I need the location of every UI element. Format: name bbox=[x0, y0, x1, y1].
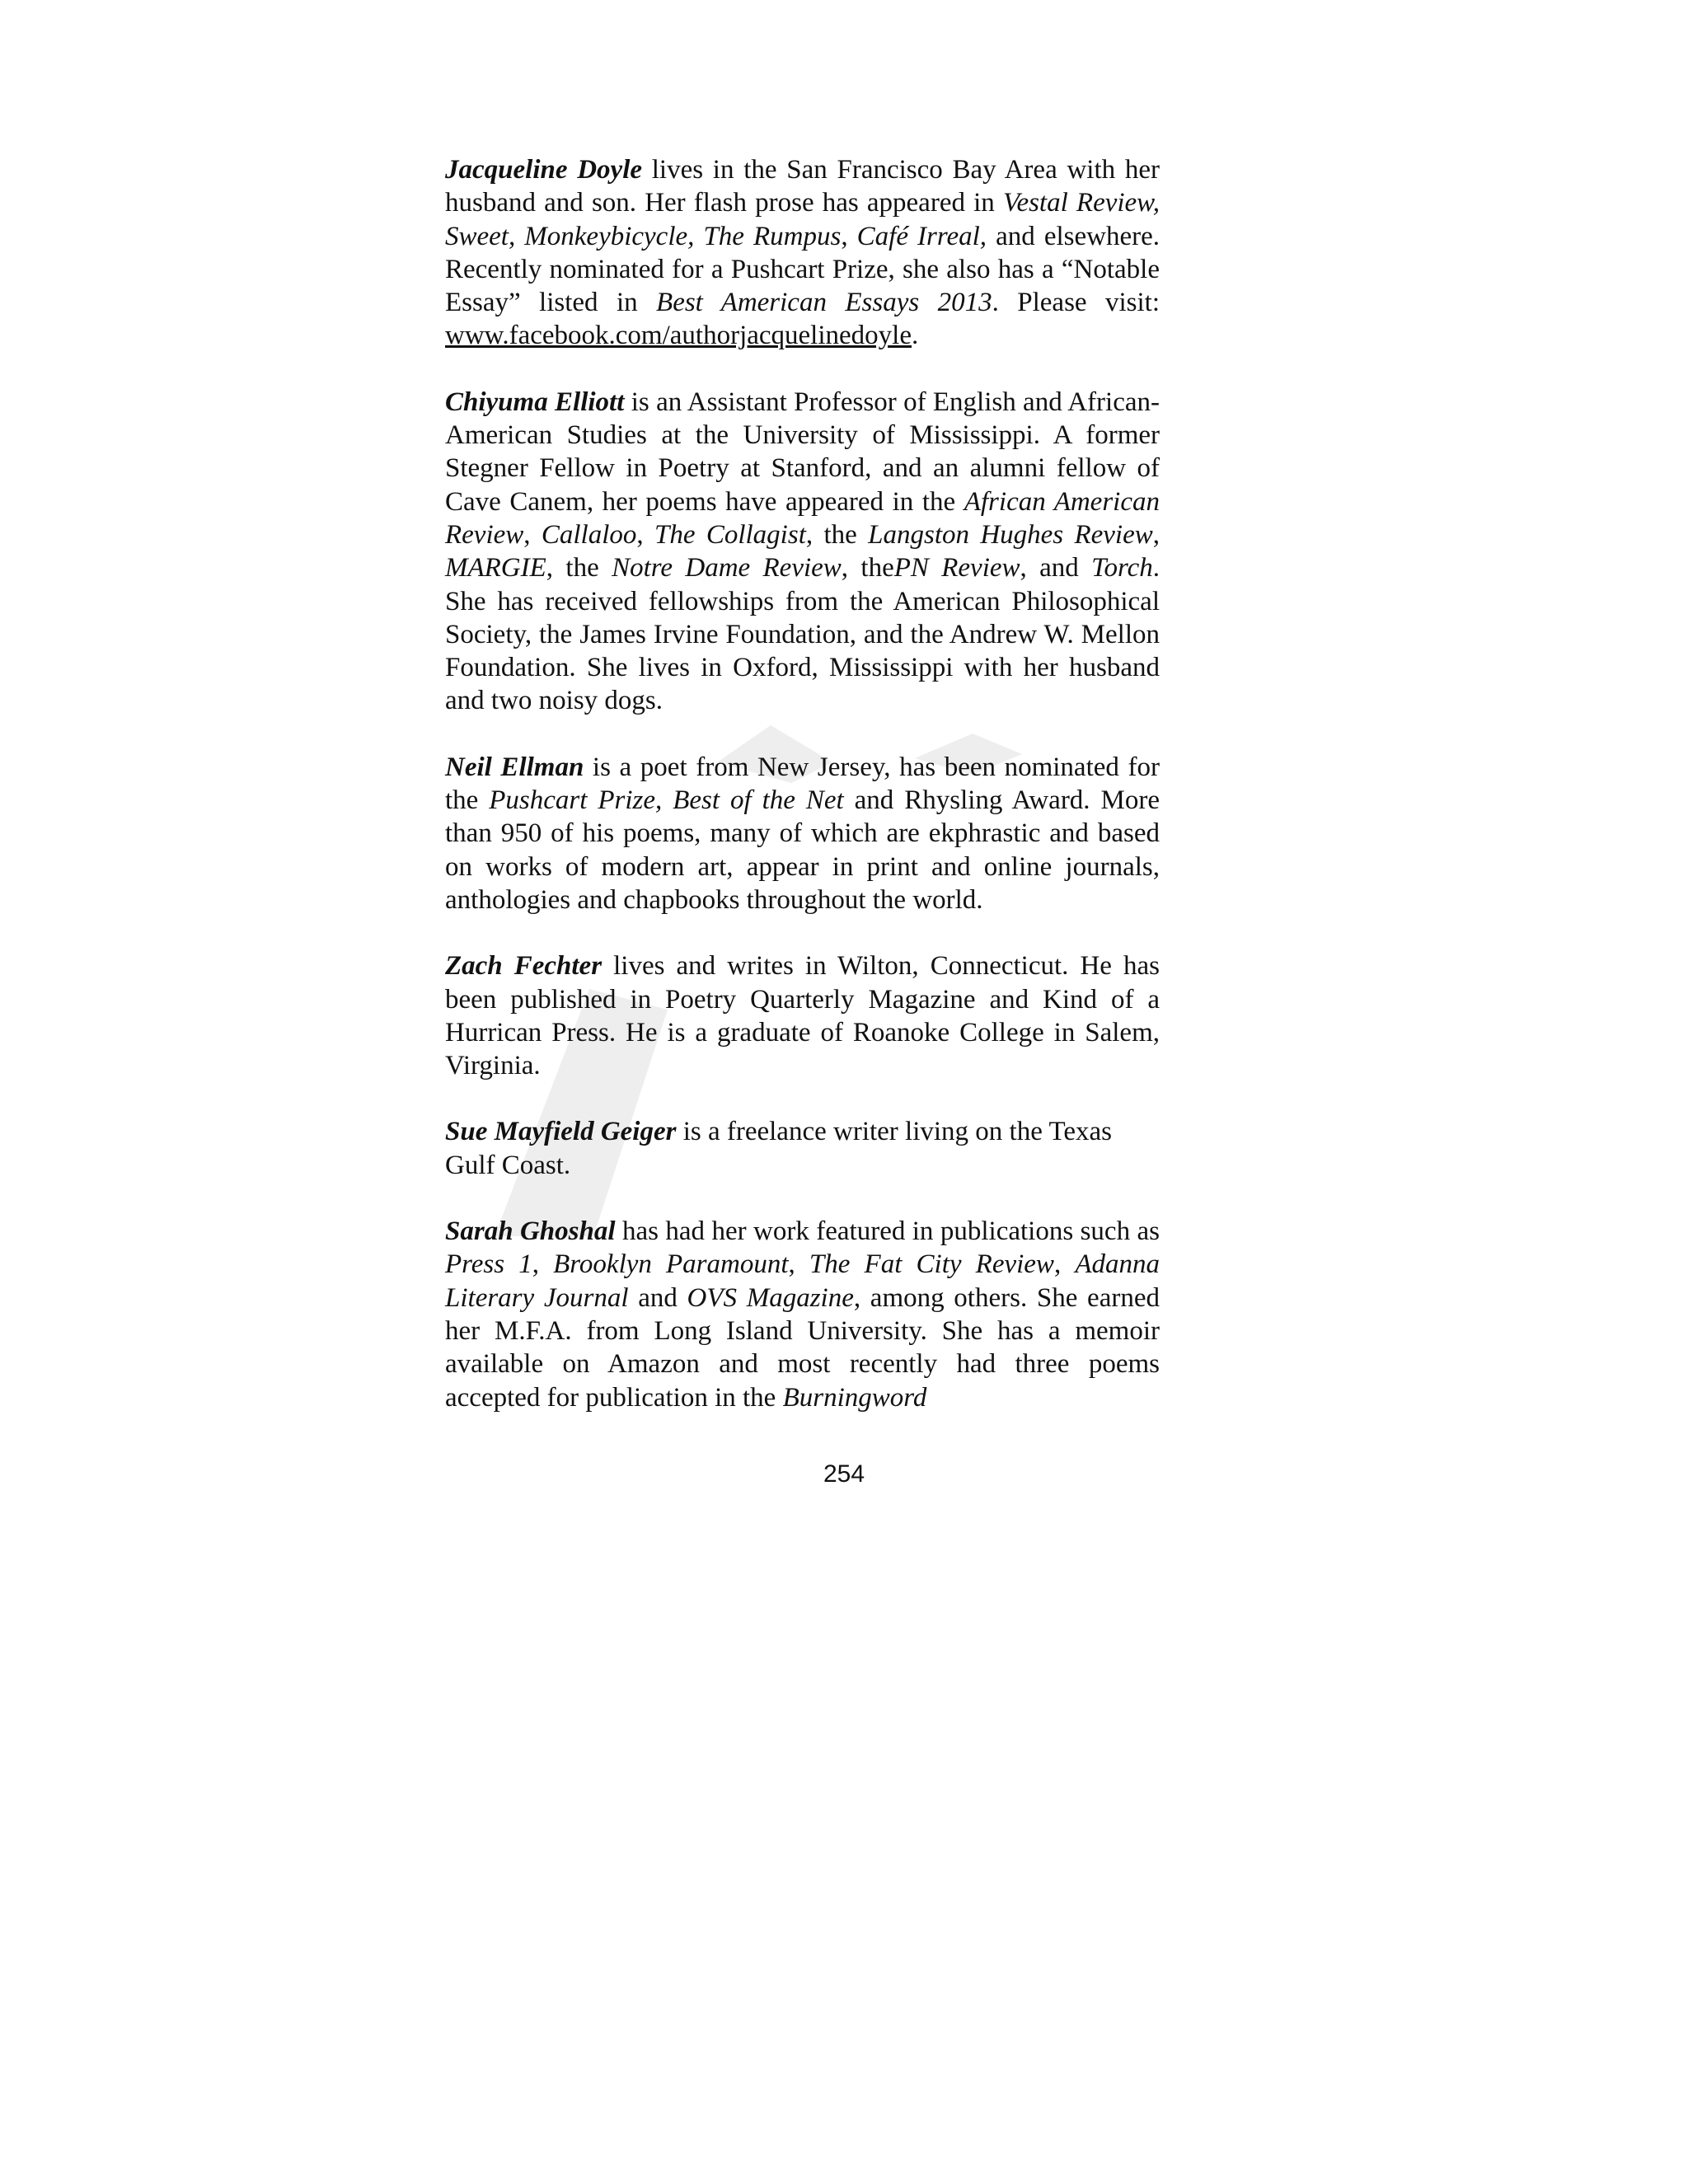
publication-title: Callaloo bbox=[541, 519, 637, 550]
bio-text: , bbox=[788, 1249, 809, 1280]
bio-text: . Please visit: bbox=[992, 288, 1160, 318]
publication-title: Torch bbox=[1091, 553, 1153, 583]
bio-text: , bbox=[1152, 519, 1160, 550]
bio-text: is an Assistant Professor of English and African-American Studies at the University of Mississippi. A former Stegner Fellow in Poetry at Stanford, and an alumni fellow of Cave Canem, her poems have appeared in the bbox=[445, 387, 1160, 517]
publication-title: MARGIE bbox=[445, 553, 546, 583]
bio-text: , bbox=[532, 1249, 554, 1280]
bio-text: , the bbox=[841, 553, 894, 583]
bio-text: , the bbox=[805, 519, 869, 550]
contributor-name: Neil Ellman bbox=[445, 752, 584, 782]
publication-title: Langston Hughes Review bbox=[868, 519, 1153, 550]
publication-title: The Fat City Review bbox=[809, 1249, 1054, 1280]
bio-text: , and bbox=[1020, 553, 1092, 583]
bio-text: . bbox=[911, 321, 919, 351]
bio-text: lives in the San Francisco Bay Area with her husband and son. Her flash prose has appeared in bbox=[445, 155, 1160, 218]
publication-title: Brooklyn Paramount bbox=[553, 1249, 789, 1280]
bio-text: has had her work featured in publications such as bbox=[615, 1216, 1160, 1247]
publication-title: Adanna Literary Journal bbox=[445, 1249, 1160, 1313]
bio-text: lives and writes in Wilton, Connecticut. He has been published in Poetry Quarterly Magazine and Kind of a Hurrican Press. He is a graduate of Roanoke College in Salem, Virginia. bbox=[445, 951, 1160, 1081]
bio-text: , bbox=[523, 519, 542, 550]
publication-title: Notre Dame Review bbox=[612, 553, 842, 583]
bio-text: , the bbox=[546, 553, 612, 583]
contributor-bio bbox=[445, 1115, 1154, 1182]
publication-title: Pushcart Prize, Best of the Net bbox=[489, 785, 844, 816]
contributor-bio bbox=[445, 153, 1160, 353]
publication-title: Press 1 bbox=[445, 1249, 532, 1280]
bio-text: , among others. She earned her M.F.A. from Long Island University. She has a memoir available on Amazon and most recently had three poems accepted for publication in the bbox=[445, 1282, 1160, 1413]
publication-title: OVS Magazine bbox=[687, 1282, 854, 1313]
bio-text: is a freelance writer living on the Texas Gulf Coast. bbox=[445, 1117, 1113, 1180]
contributor-bio bbox=[445, 1215, 1160, 1414]
bio-text: , bbox=[636, 519, 654, 550]
contributor-name: Sue Mayfield Geiger bbox=[445, 1117, 677, 1147]
bio-text: is a poet from New Jersey, has been nominated for the bbox=[445, 752, 1160, 816]
publication-title: The Collagist bbox=[654, 519, 806, 550]
publication-title: Best American Essays 2013 bbox=[656, 288, 992, 318]
bio-text: and Rhysling Award. More than 950 of his poems, many of which are ekphrastic and based on works of modern art, appear in print and online journals, anthologies and chapbooks throughout the world. bbox=[445, 785, 1160, 915]
page-number: 254 bbox=[823, 1460, 865, 1488]
bio-text: , bbox=[841, 221, 857, 251]
contributor-bio bbox=[445, 949, 1160, 1082]
publication-title: African American Review bbox=[445, 486, 1160, 550]
contributor-bio bbox=[445, 386, 1160, 718]
publication-title: Vestal Review, Sweet, Monkeybicycle, The Rumpus bbox=[445, 188, 1160, 251]
bio-text: . She has received fellowships from the American Philosophical Society, the James Irvine Foundation, and the Andrew W. Mellon Foundation. She lives in Oxford, Mississippi with her husband and two noisy dogs. bbox=[445, 553, 1160, 716]
bio-text: and elsewhere. Recently nominated for a Pushcart Prize, she also has a “Notable Essay” listed in bbox=[445, 221, 1160, 318]
contributor-bio bbox=[445, 751, 1160, 916]
contributor-name: Sarah Ghoshal bbox=[445, 1216, 616, 1247]
publication-title: Burningword bbox=[782, 1382, 927, 1413]
publication-title: Café Irreal, bbox=[856, 221, 987, 251]
bio-link[interactable]: www.facebook.com/authorjacquelinedoyle bbox=[445, 321, 912, 351]
bio-text: , bbox=[1053, 1249, 1076, 1280]
contributor-name: Zach Fechter bbox=[445, 951, 603, 982]
publication-title: PN Review bbox=[893, 553, 1020, 583]
bio-text: and bbox=[628, 1282, 687, 1313]
contributor-name: Chiyuma Elliott bbox=[445, 387, 625, 417]
contributor-bios bbox=[445, 153, 1160, 1447]
contributor-name: Jacqueline Doyle bbox=[445, 155, 643, 185]
